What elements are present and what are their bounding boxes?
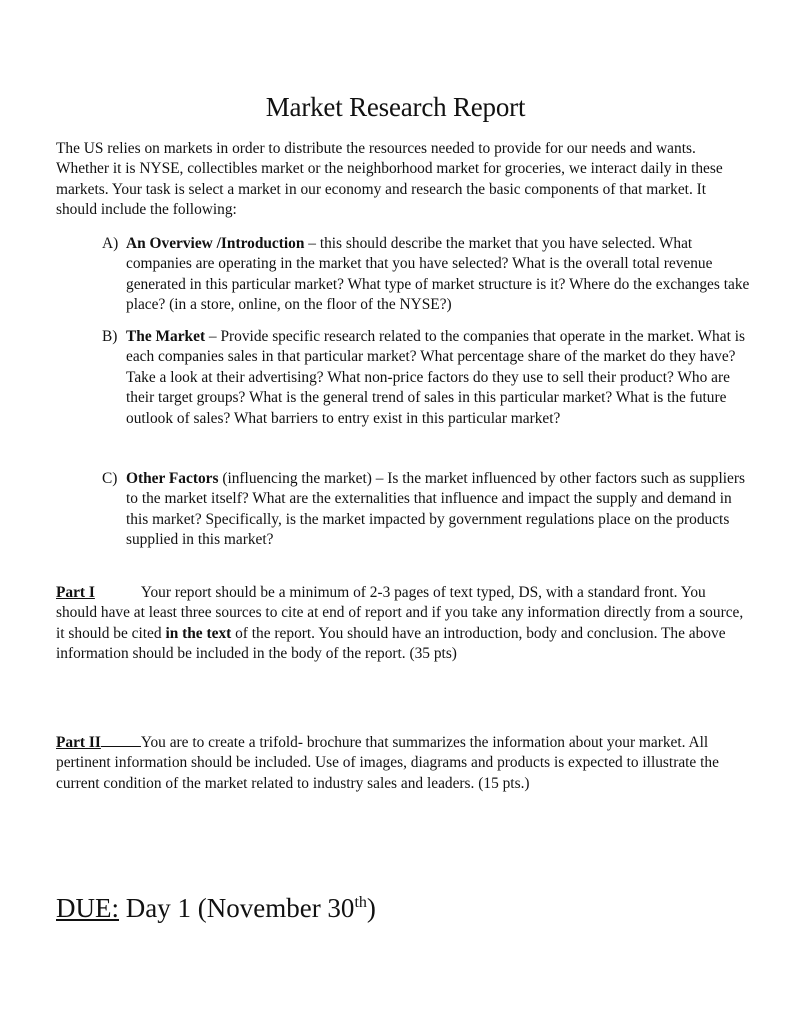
item-text: (influencing the market) – Is the market influenced by other factors such as suppliers to the market itself? What are the externalities that influence and impact the supply and demand in this market? Specifically, is the market impacted by government regulations place on the products supplied in this market? [126,470,745,549]
due-label: DUE: [56,893,119,923]
underline-gap [101,732,141,747]
list-item-overview [102,234,752,316]
list-marker: B) [102,328,118,345]
part-2-label: Part II [56,734,101,751]
part-1-paragraph [56,583,746,665]
part-1-bold-text: in the text [165,624,232,642]
due-suffix: ) [366,893,376,923]
intro-paragraph: The US relies on markets in order to distribute the resources needed to provide for our needs and wants. Whether it is NYSE, collectibles market or the neighborhood market for groceries, we interact daily in these markets. Your task is select a market in our economy and research the basic components of that market. It should include the following: [56,140,723,219]
part-1-text-before: Your report should be a minimum of 2-3 pages of text typed, DS, with a standard front. You should have at least three sources to cite at end of report and if you take any information directly from a source, it should be cited [56,584,744,642]
item-heading: Other Factors [126,470,219,487]
part-2-text: You are to create a trifold- brochure that summarizes the information about your market. All pertinent information should be included. Use of images, diagrams and products is expected to illustrate the current condition of the market related to industry sales and leaders. (15 pts.) [56,734,719,792]
item-text: – this should describe the market that you have selected. What companies are operating in the market that you have selected? What is the overall total revenue generated in this particular market? What type of market structure is it? Where do the exchanges take place? (in a store, online, on the floor of the NYSE?) [126,235,750,314]
part-2-paragraph [56,732,746,794]
due-superscript: th [354,894,367,911]
item-text: – Provide specific research related to the companies that operate in the market. What is each companies sales in that particular market? What percentage share of the market do they have? Take a look at their advertising? What non-price factors do they use to sell their product? Who are their target groups? What is the general trend of sales in this particular market? What is the future outlook of sales? What barriers to entry exist in this particular market? [126,328,745,427]
due-text: Day 1 (November 30 [119,893,355,923]
list-item-other-factors [102,469,752,551]
item-heading: The Market [126,328,206,345]
list-item-the-market [102,327,752,429]
due-date-line [56,893,376,924]
list-marker: C) [102,470,118,487]
list-marker: A) [102,235,119,252]
item-heading: An Overview /Introduction [126,235,305,252]
page-title: Market Research Report [265,92,526,122]
part-1-label: Part I [56,584,95,601]
part-1-text-after: of the report. You should have an introduction, body and conclusion. The above information should be included in the body of the report. (35 pts) [56,624,726,663]
